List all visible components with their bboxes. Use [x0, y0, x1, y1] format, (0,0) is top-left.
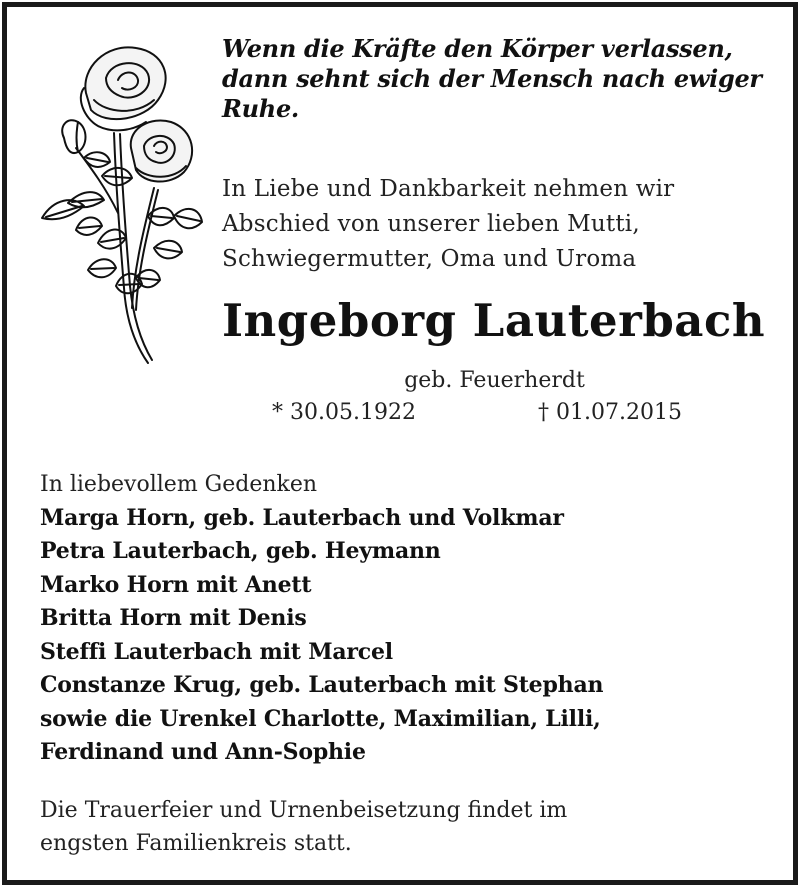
mourner-line: Marga Horn, geb. Lauterbach und Volkmar [40, 504, 564, 531]
motto-quote [222, 34, 767, 124]
closing-line: Die Trauerfeier und Urnenbeisetzung findet im [40, 798, 568, 823]
motto-line: dann sehnt sich der Mensch nach ewiger [222, 64, 762, 93]
deceased-name: Ingeborg Lauterbach [222, 294, 766, 347]
mourners-lead: In liebevollem Gedenken [40, 472, 318, 497]
intro-line: Abschied von unserer lieben Mutti, [222, 211, 640, 237]
mourner-line: Constanze Krug, geb. Lauterbach mit Stephan [40, 672, 604, 698]
maiden-name: geb. Feuerherdt [404, 368, 585, 393]
mourner-line: Ferdinand und Ann-Sophie [40, 739, 366, 765]
motto-line: Ruhe. [222, 94, 299, 123]
mourner-line: sowie die Urenkel Charlotte, Maximilian, Lilli, [40, 705, 601, 732]
intro-line: In Liebe und Dankbarkeit nehmen wir [222, 176, 675, 202]
mourners-list [40, 468, 770, 770]
mourner-line: Steffi Lauterbach mit Marcel [40, 638, 393, 665]
intro-text [222, 172, 762, 277]
mourner-line: Marko Horn mit Anett [40, 571, 312, 598]
rose-icon [36, 38, 206, 368]
motto-line: Wenn die Kräfte den Körper verlassen, [222, 34, 733, 63]
intro-line: Schwiegermutter, Oma und Uroma [222, 246, 637, 272]
mourner-line: Britta Horn mit Denis [40, 605, 307, 631]
birth-date: * 30.05.1922 [272, 400, 416, 425]
closing-note [40, 794, 770, 860]
closing-line: engsten Familienkreis statt. [40, 831, 352, 856]
death-date: † 01.07.2015 [538, 400, 682, 425]
mourner-line: Petra Lauterbach, geb. Heymann [40, 538, 441, 564]
